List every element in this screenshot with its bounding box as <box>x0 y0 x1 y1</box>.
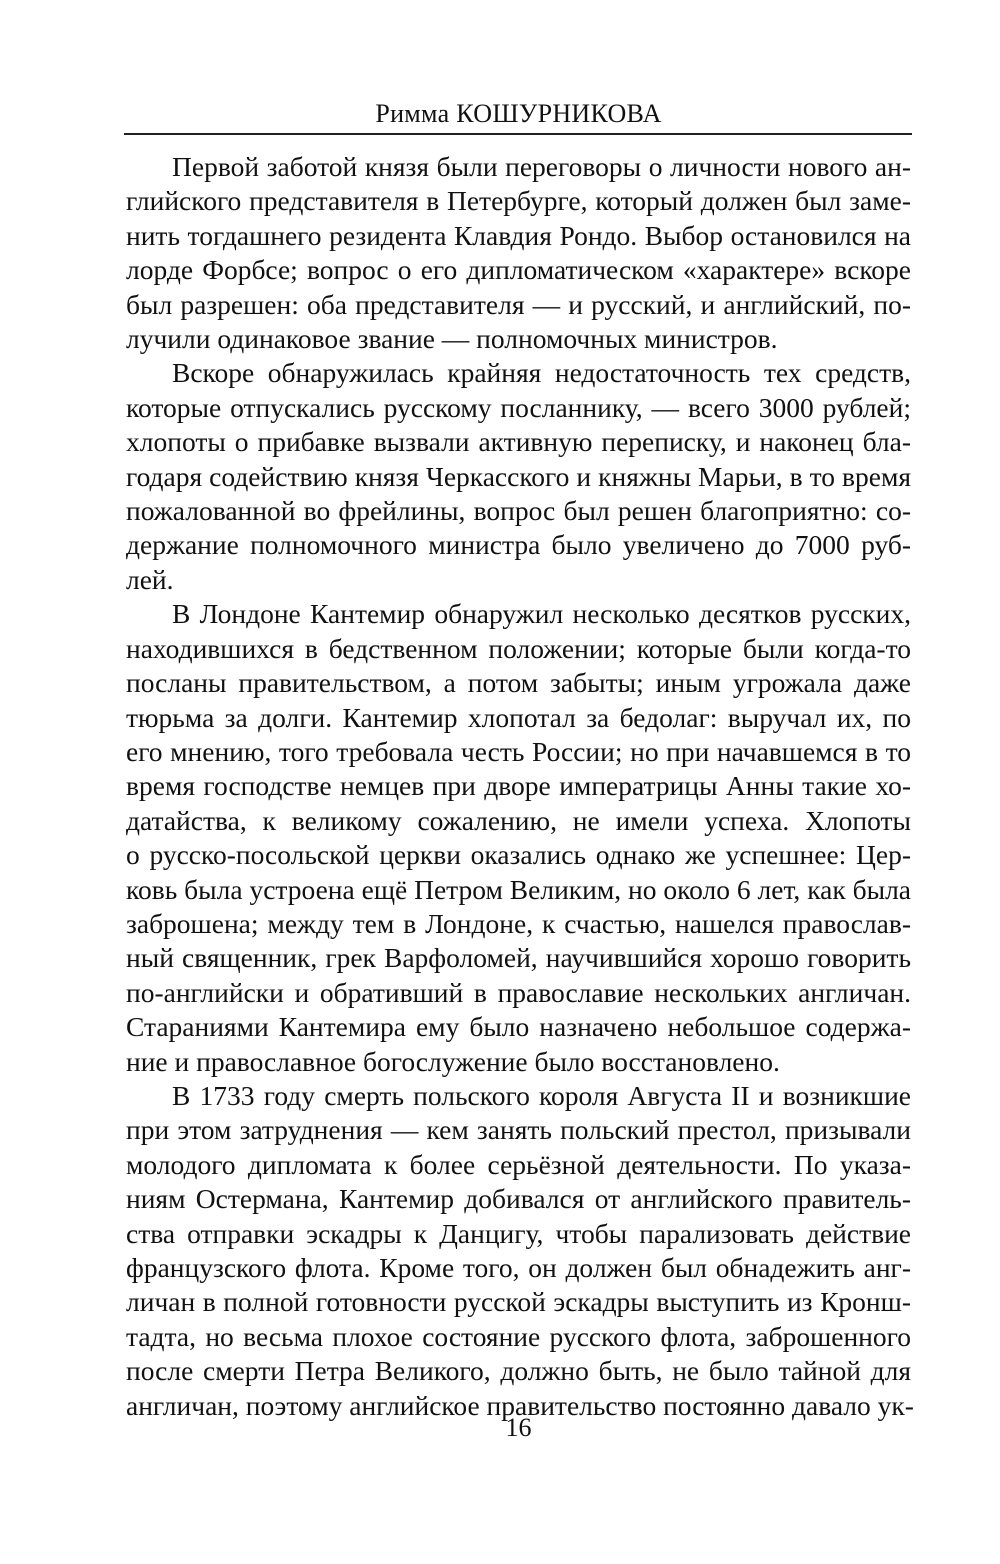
text-line: французского флота. Кроме того, он должен был обнадежить анг- <box>126 1252 911 1283</box>
text-line: был разрешен: оба представителя — и русский, и английский, по- <box>126 288 911 320</box>
text-line: ный священник, грек Варфоломей, научившийся хорошо говорить <box>126 942 911 974</box>
text-line: В 1733 году смерть польского короля Августа II и возникшие <box>172 1079 911 1111</box>
text-line: тадта, но весьма плохое состояние русского флота, заброшенного <box>126 1320 911 1352</box>
text-line: годаря содействию князя Черкасского и княжны Марьи, в то время <box>126 460 911 492</box>
text-line: Вскоре обнаружилась крайняя недостаточность тех средств, <box>172 357 911 389</box>
text-line: ние и православное богослужение было восстановлено. <box>126 1045 780 1077</box>
body-text <box>126 150 914 1423</box>
header-rule <box>124 133 912 135</box>
paragraph <box>126 150 911 356</box>
text-line: ства отправки эскадры к Данцигу, чтобы парализовать действие <box>126 1217 911 1249</box>
text-line: ковь была устроена ещё Петром Великим, но около 6 лет, как была <box>126 873 911 905</box>
text-line: ниям Остермана, Кантемир добивался от английского правитель- <box>126 1183 911 1215</box>
text-line: глийского представителя в Петербурге, который должен был заме- <box>126 185 911 217</box>
text-line: о русско-посольской церкви оказались однако же успешнее: Цер- <box>126 839 911 871</box>
text-line: лорде Форбсе; вопрос о его дипломатическом «характере» вскоре <box>126 254 911 286</box>
text-line: англичан, поэтому английское правительство постоянно давало ук- <box>126 1389 914 1421</box>
text-line: личан в полной готовности русской эскадры выступить из Кронш- <box>126 1286 911 1318</box>
text-line: молодого дипломата к более серьёзной деятельности. По указа- <box>126 1148 911 1180</box>
text-line: хлопоты о прибавке вызвали активную переписку, и наконец бла- <box>126 426 911 458</box>
text-line: находившихся в бедственном положении; которые были когда-то <box>126 632 911 664</box>
text-line: Стараниями Кантемира ему было назначено небольшое содержа- <box>126 1011 911 1043</box>
text-line: которые отпускались русскому посланнику, — всего 3000 рублей; <box>126 391 911 423</box>
text-line: нить тогдашнего резидента Клавдия Рондо. Выбор остановился на <box>126 219 911 251</box>
text-line: время господстве немцев при дворе императрицы Анны такие хо- <box>126 770 911 802</box>
text-line: пожалованной во фрейлины, вопрос был решен благоприятно: со- <box>126 495 911 527</box>
paragraph <box>126 597 911 1079</box>
text-line: при этом затруднения — кем занять польский престол, призывали <box>126 1114 911 1146</box>
text-line: Первой заботой князя были переговоры о личности нового ан- <box>172 151 911 182</box>
page-number: 16 <box>505 1413 532 1442</box>
running-title: Римма КОШУРНИКОВА <box>375 99 662 128</box>
paragraph <box>126 1079 914 1423</box>
text-line: лучили одинаковое звание — полномочных министров. <box>126 323 778 355</box>
text-line: держание полномочного министра было увеличено до 7000 руб- <box>126 529 911 561</box>
text-line: его мнению, того требовала честь России; но при начавшемся в то <box>126 735 911 767</box>
text-line: В Лондоне Кантемир обнаружил несколько десятков русских, <box>172 598 911 630</box>
text-line: лей. <box>126 563 174 595</box>
text-line: заброшена; между тем в Лондоне, к счастью, нашелся православ- <box>126 907 911 939</box>
text-line: тюрьма за долги. Кантемир хлопотал за бедолаг: выручал их, по <box>126 701 911 733</box>
text-line: по-английски и обративший в православие нескольких англичан. <box>126 976 911 1008</box>
text-line: после смерти Петра Великого, должно быть, не было тайной для <box>126 1355 911 1387</box>
paragraph <box>126 356 911 597</box>
text-line: посланы правительством, а потом забыты; иным угрожала даже <box>126 667 911 699</box>
text-line: датайства, к великому сожалению, не имели успеха. Хлопоты <box>126 804 911 836</box>
